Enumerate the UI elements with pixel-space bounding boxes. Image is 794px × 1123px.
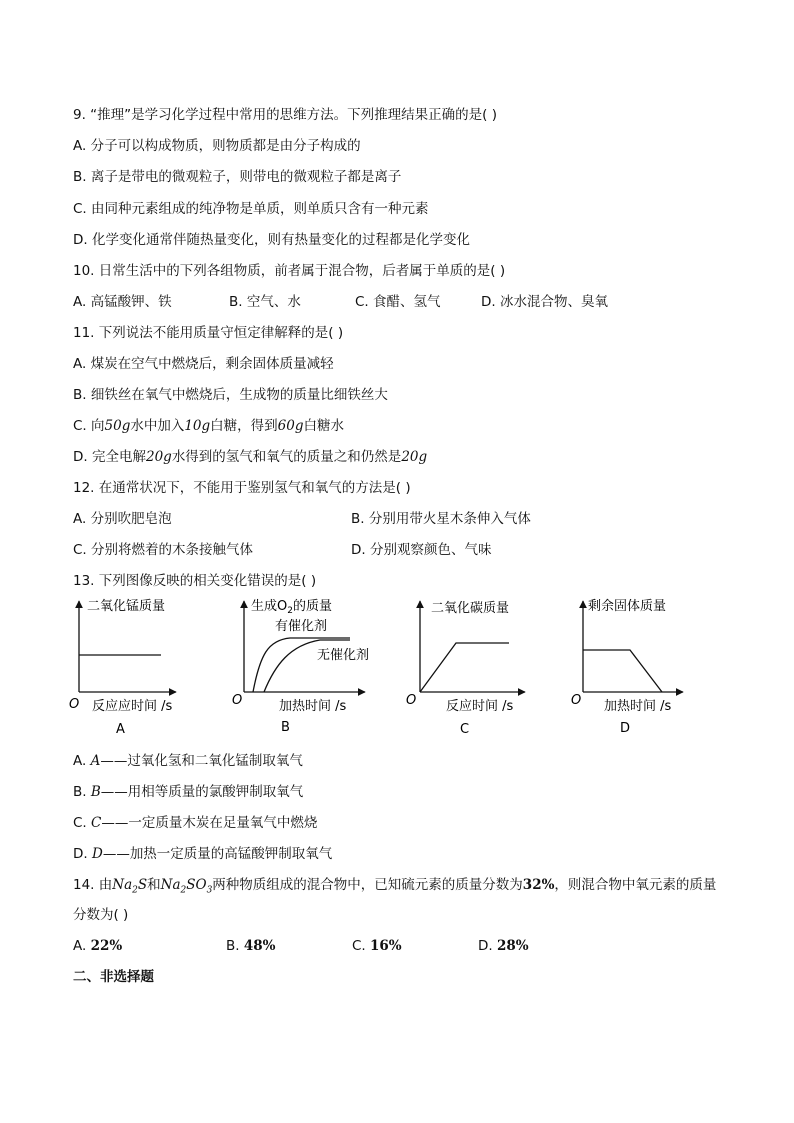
q13-c-letter: C: [91, 815, 102, 831]
q11-c-post: 白糖水: [303, 418, 344, 434]
q13-b-prefix: B.: [73, 784, 91, 800]
graph-a: [69, 599, 176, 737]
q9-option-c: C. 由同种元素组成的纯净物是单质，则单质只含有一种元素: [73, 201, 429, 217]
q12-option-a: A. 分别吹肥皂泡: [73, 511, 172, 527]
q14-option-b: B. 48%: [226, 938, 276, 954]
graph-a-y-label: 二氧化锰质量: [87, 599, 166, 614]
section-title: 二、非选择题: [73, 969, 154, 985]
q13-option-c: [73, 814, 317, 832]
q9-stem: 9. “推理”是学习化学过程中常用的思维方法。下列推理结果正确的是( ): [73, 107, 497, 123]
graph-a-caption: A: [116, 722, 125, 737]
graph-d-y-label: 剩余固体质量: [588, 599, 667, 614]
q10-stem: 10. 日常生活中的下列各组物质，前者属于混合物，后者属于单质的是( ): [73, 263, 506, 279]
q11-stem: 11. 下列说法不能用质量守恒定律解释的是( ): [73, 325, 344, 341]
q14-option-d: D. 28%: [478, 938, 529, 954]
q14-stem-post: ，则混合物中氧元素的质量: [554, 877, 717, 893]
q13-d-letter: D: [91, 846, 103, 862]
graph-d-origin: O: [571, 693, 582, 708]
graph-c-origin: O: [406, 693, 417, 708]
q10-option-a: A. 高锰酸钾、铁: [73, 294, 172, 310]
q11-option-a: A. 煤炭在空气中燃烧后，剩余固体质量减轻: [73, 356, 334, 372]
q13-stem: 13. 下列图像反映的相关变化错误的是( ): [73, 573, 317, 589]
q11-c-mid-1: 水中加入: [130, 418, 185, 434]
q11-d-value-1: 20g: [145, 449, 172, 465]
q13-d-prefix: D.: [73, 846, 92, 862]
q11-c-pre: C. 向: [73, 418, 105, 434]
q12-option-c: C. 分别将燃着的木条接触气体: [73, 542, 254, 558]
graph-a-x-label: 反应应时间 /s: [92, 699, 173, 714]
q11-c-value-3: 60g: [277, 418, 304, 434]
q9-option-b: B. 离子是带电的微观粒子，则带电的微观粒子都是离子: [73, 169, 402, 185]
q14-percent: 32%: [522, 877, 555, 893]
q13-a-letter: A: [90, 753, 101, 769]
graph-b-label-catalyst: 有催化剂: [275, 619, 328, 634]
graph-b-origin: O: [232, 693, 243, 708]
q13-b-text: ——用相等质量的氯酸钾制取氧气: [100, 784, 304, 800]
graph-d-caption: D: [620, 721, 631, 736]
q10-option-d: D. 冰水混合物、臭氧: [481, 294, 608, 310]
q13-option-d: [73, 845, 332, 863]
graph-d-x-label: 加热时间 /s: [604, 699, 672, 714]
q13-a-text: ——过氧化氢和二氧化锰制取氧气: [100, 753, 303, 769]
q13-d-text: ——加热一定质量的高锰酸钾制取氧气: [102, 846, 333, 862]
q12-stem: 12. 在通常状况下，不能用于鉴别氢气和氧气的方法是( ): [73, 480, 411, 496]
q14-option-c: C. 16%: [352, 938, 402, 954]
q14-mid-2: 两种物质组成的混合物中，已知硫元素的质量分数为: [212, 877, 523, 893]
q14-stem: [73, 876, 716, 900]
q14-formula-1: $Na_2S$: [112, 877, 148, 896]
graph-b: [232, 598, 369, 735]
graph-b-label-no-catalyst: 无催化剂: [317, 648, 370, 663]
graph-c: [406, 600, 525, 737]
graph-c-caption: C: [460, 722, 470, 737]
q14-mid-1: 和: [147, 877, 161, 893]
q13-option-b: [73, 783, 303, 801]
q12-option-d: D. 分别观察颜色、气味: [351, 542, 492, 558]
q11-d-value-2: 20g: [401, 449, 428, 465]
graph-d-line: [583, 650, 662, 692]
graph-d: [571, 598, 683, 736]
q11-d-pre: D. 完全电解: [73, 449, 146, 465]
q13-b-letter: B: [90, 784, 101, 800]
q9-option-d: D. 化学变化通常伴随热量变化，则有热量变化的过程都是化学变化: [73, 232, 470, 248]
q13-c-text: ——一定质量木炭在足量氧气中燃烧: [101, 815, 318, 831]
q11-d-mid: 水得到的氢气和氧气的质量之和仍然是: [171, 449, 402, 465]
q14-option-a: A. 22%: [73, 938, 123, 954]
graph-c-line: [420, 643, 509, 692]
q13-c-prefix: C.: [73, 815, 92, 831]
q12-option-b: B. 分别用带火星木条伸入气体: [351, 511, 531, 527]
q13-option-a: [73, 752, 303, 770]
graph-a-origin: O: [69, 697, 80, 712]
q14-formula-2: $Na_2SO_3$: [160, 877, 213, 896]
q13-graphs: [0, 595, 794, 745]
q11-c-value-2: 10g: [184, 418, 211, 434]
q13-a-prefix: A.: [73, 753, 91, 769]
graph-b-caption: B: [281, 720, 290, 735]
graph-c-y-label: 二氧化碳质量: [431, 601, 510, 616]
q11-option-b: B. 细铁丝在氧气中燃烧后，生成物的质量比细铁丝大: [73, 387, 388, 403]
q11-c-value-1: 50g: [104, 418, 131, 434]
q11-option-c: [73, 417, 344, 435]
q11-c-mid-2: 白糖，得到: [210, 418, 278, 434]
q9-option-a: A. 分子可以构成物质，则物质都是由分子构成的: [73, 138, 361, 154]
q10-option-b: B. 空气、水: [229, 294, 301, 310]
q10-option-c: C. 食醋、氢气: [355, 294, 441, 310]
graph-b-y-label: 生成$O_2$的质量: [251, 599, 332, 616]
q11-option-d: [73, 448, 427, 466]
q14-stem-line-2: 分数为( ): [73, 907, 129, 923]
graph-c-x-label: 反应时间 /s: [446, 699, 514, 714]
graph-b-x-label: 加热时间 /s: [279, 699, 347, 714]
q14-stem-pre: 14. 由: [73, 877, 113, 893]
